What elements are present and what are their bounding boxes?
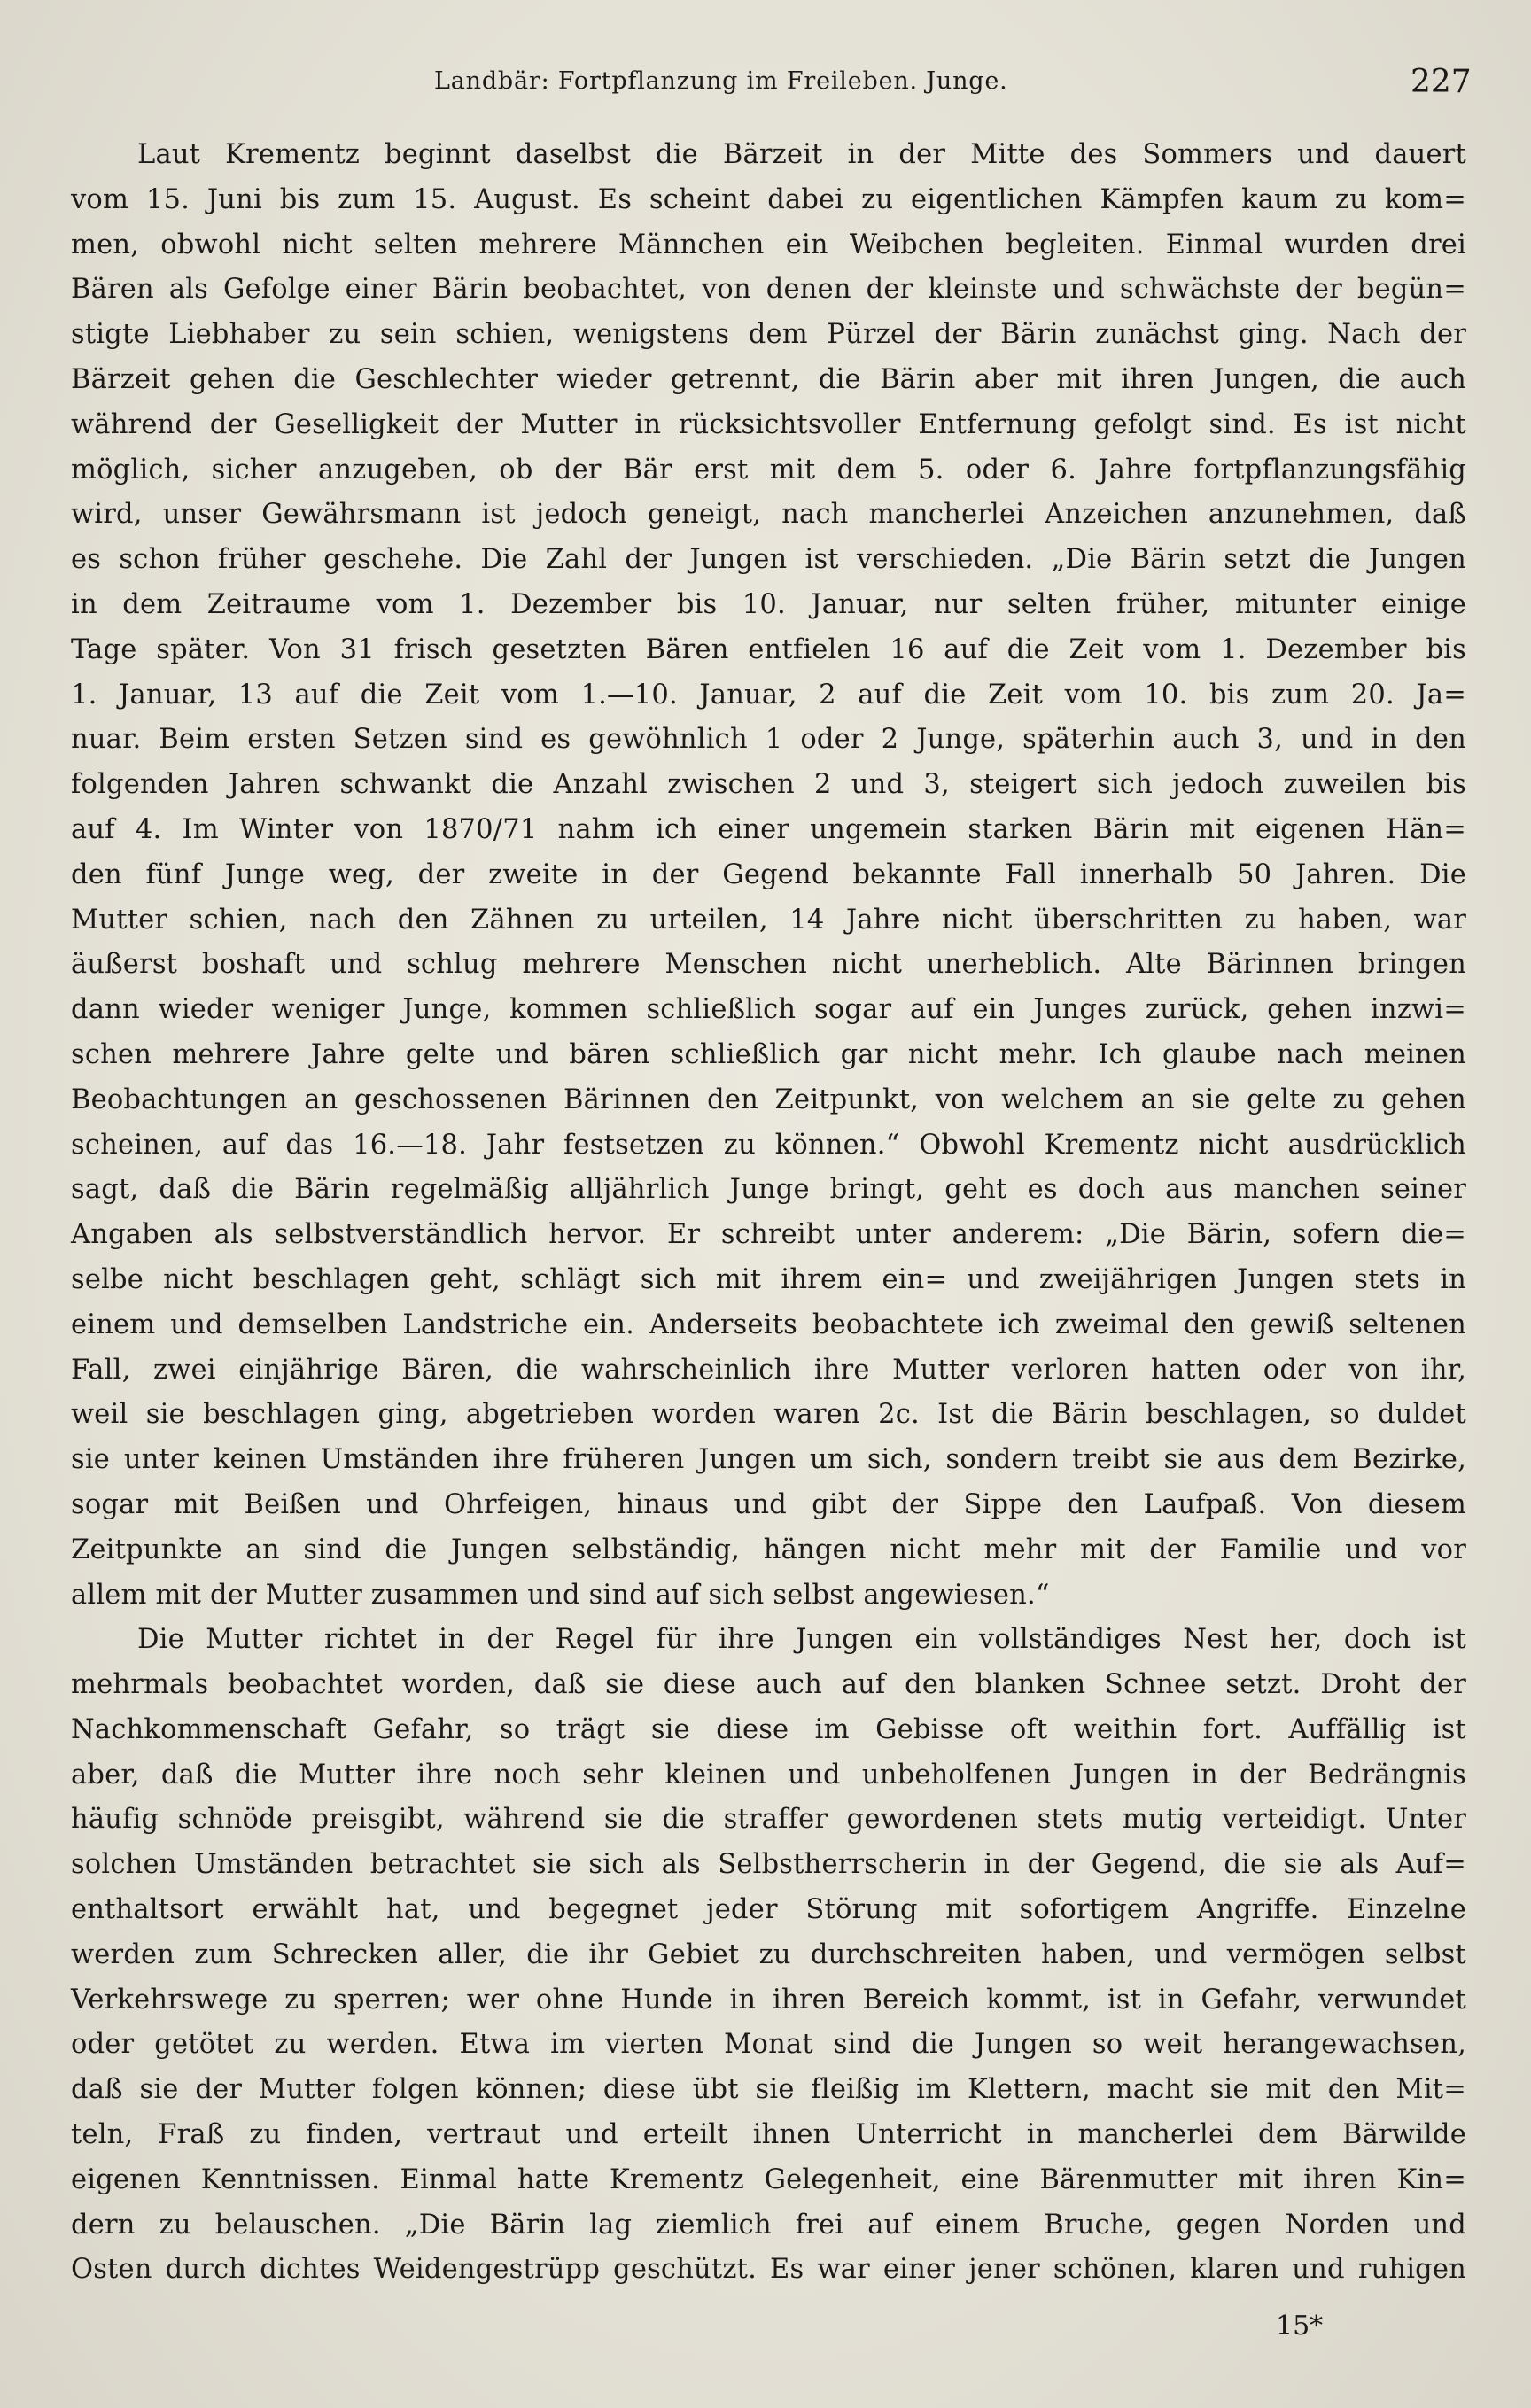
text-line: teln, Fraß zu finden, vertraut und erteilt ihnen Unterricht in mancherlei dem Bärwilde: [71, 2119, 1466, 2151]
text-line: den fünf Junge weg, der zweite in der Gegend bekannte Fall innerhalb 50 Jahren. Die: [71, 858, 1466, 890]
text-line: eigenen Kenntnissen. Einmal hatte Krementz Gelegenheit, eine Bärenmutter mit ihren Kin=: [71, 2163, 1466, 2195]
text-line: aber, daß die Mutter ihre noch sehr kleinen und unbeholfenen Jungen in der Bedrängnis: [71, 1759, 1466, 1790]
text-line: men, obwohl nicht selten mehrere Männchen ein Weibchen begleiten. Einmal wurden drei: [71, 229, 1466, 260]
text-line: sogar mit Beißen und Ohrfeigen, hinaus und gibt der Sippe den Laufpaß. Von diesem: [71, 1488, 1466, 1520]
text-line: dern zu belauschen. „Die Bärin lag ziemlich frei auf einem Bruche, gegen Norden und: [71, 2209, 1466, 2241]
text-line: Mutter schien, nach den Zähnen zu urteilen, 14 Jahre nicht überschritten zu haben, war: [71, 904, 1466, 936]
text-line: folgenden Jahren schwankt die Anzahl zwischen 2 und 3, steigert sich jedoch zuweilen bis: [71, 769, 1466, 801]
text-line: in dem Zeitraume vom 1. Dezember bis 10. Januar, nur selten früher, mitunter einige: [71, 588, 1466, 620]
text-line: Osten durch dichtes Weidengestrüpp geschützt. Es war einer jener schönen, klaren und ruhigen: [71, 2254, 1466, 2286]
text-line: sie unter keinen Umständen ihre früheren Jungen um sich, sondern treibt sie aus dem Bezirke,: [71, 1444, 1466, 1476]
text-line: 1. Januar, 13 auf die Zeit vom 1.—10. Januar, 2 auf die Zeit vom 10. bis zum 20. Ja=: [71, 679, 1466, 711]
text-line: vom 15. Juni bis zum 15. August. Es scheint dabei zu eigentlichen Kämpfen kaum zu kom=: [71, 183, 1466, 215]
text-line: werden zum Schrecken aller, die ihr Gebiet zu durchschreiten haben, und vermögen selbst: [71, 1938, 1466, 1970]
text-line: Nachkommenschaft Gefahr, so trägt sie diese im Gebisse oft weithin fort. Auffällig ist: [71, 1713, 1466, 1745]
text-line: Fall, zwei einjährige Bären, die wahrscheinlich ihre Mutter verloren hatten oder von ihr,: [71, 1354, 1466, 1386]
running-head: [0, 62, 1531, 115]
sheet-signature: 15*: [1276, 2311, 1324, 2342]
text-line: es schon früher geschehe. Die Zahl der Jungen ist verschieden. „Die Bärin setzt die Jungen: [71, 544, 1466, 576]
text-line: scheinen, auf das 16.—18. Jahr festsetzen zu können.“ Obwohl Krementz nicht ausdrücklich: [71, 1129, 1466, 1161]
text-line: Bären als Gefolge einer Bärin beobachtet, von denen der kleinste und schwächste der begün=: [71, 274, 1466, 306]
text-line: mehrmals beobachtet worden, daß sie diese auch auf den blanken Schnee setzt. Droht der: [71, 1669, 1466, 1701]
text-line: Tage später. Von 31 frisch gesetzten Bären entfielen 16 auf die Zeit vom 1. Dezember bis: [71, 633, 1466, 665]
text-line: oder getötet zu werden. Etwa im vierten Monat sind die Jungen so weit herangewachsen,: [71, 2029, 1466, 2061]
text-line: Die Mutter richtet in der Regel für ihre Jungen ein vollständiges Nest her, doch ist: [137, 1624, 1466, 1656]
text-line: nuar. Beim ersten Setzen sind es gewöhnlich 1 oder 2 Junge, späterhin auch 3, und in den: [71, 724, 1466, 756]
text-line: Beobachtungen an geschossenen Bärinnen den Zeitpunkt, von welchem an sie gelte zu gehen: [71, 1084, 1466, 1115]
text-line: solchen Umständen betrachtet sie sich als Selbstherrscherin in der Gegend, die sie als Auf=: [71, 1849, 1466, 1881]
text-line: Angaben als selbstverständlich hervor. Er schreibt unter anderem: „Die Bärin, sofern die=: [71, 1219, 1466, 1251]
page-number: 227: [1411, 64, 1472, 100]
text-line: allem mit der Mutter zusammen und sind auf sich selbst angewiesen.“: [71, 1579, 1050, 1611]
body-text: [71, 133, 1466, 2293]
text-line: sagt, daß die Bärin regelmäßig alljährlich Junge bringt, geht es doch aus manchen seiner: [71, 1174, 1466, 1206]
paragraph: [71, 133, 1466, 1618]
text-line: wird, unser Gewährsmann ist jedoch geneigt, nach mancherlei Anzeichen anzunehmen, daß: [71, 499, 1466, 531]
text-line: weil sie beschlagen ging, abgetrieben worden waren 2c. Ist die Bärin beschlagen, so duldet: [71, 1399, 1466, 1431]
paragraph: [71, 1618, 1466, 2293]
text-line: äußerst boshaft und schlug mehrere Menschen nicht unerheblich. Alte Bärinnen bringen: [71, 949, 1466, 981]
text-line: auf 4. Im Winter von 1870/71 nahm ich einer ungemein starken Bärin mit eigenen Hän=: [71, 813, 1466, 845]
text-line: schen mehrere Jahre gelte und bären schließlich gar nicht mehr. Ich glaube nach meinen: [71, 1038, 1466, 1070]
text-line: häufig schnöde preisgibt, während sie die straffer gewordenen stets mutig verteidigt. Unter: [71, 1804, 1466, 1836]
text-line: daß sie der Mutter folgen können; diese übt sie fleißig im Klettern, macht sie mit den Mit=: [71, 2074, 1466, 2106]
text-line: selbe nicht beschlagen geht, schlägt sich mit ihrem ein= und zweijährigen Jungen stets in: [71, 1263, 1466, 1295]
text-line: einem und demselben Landstriche ein. Anderseits beobachtete ich zweimal den gewiß seltenen: [71, 1309, 1466, 1340]
text-line: Bärzeit gehen die Geschlechter wieder getrennt, die Bärin aber mit ihren Jungen, die auch: [71, 363, 1466, 395]
text-line: Verkehrswege zu sperren; wer ohne Hunde in ihren Bereich kommt, ist in Gefahr, verwundet: [71, 1984, 1466, 2016]
text-line: Laut Krementz beginnt daselbst die Bärzeit in der Mitte des Sommers und dauert: [137, 139, 1466, 170]
text-line: während der Geselligkeit der Mutter in rücksichtsvoller Entfernung gefolgt sind. Es ist nicht: [71, 408, 1466, 440]
text-line: dann wieder weniger Junge, kommen schließlich sogar auf ein Junges zurück, gehen inzwi=: [71, 994, 1466, 1026]
text-line: Zeitpunkte an sind die Jungen selbständig, hängen nicht mehr mit der Familie und vor: [71, 1534, 1466, 1565]
text-line: stigte Liebhaber zu sein schien, wenigstens dem Pürzel der Bärin zunächst ging. Nach der: [71, 319, 1466, 351]
text-line: enthaltsort erwählt hat, und begegnet jeder Störung mit sofortigem Angriffe. Einzelne: [71, 1894, 1466, 1926]
text-line: möglich, sicher anzugeben, ob der Bär erst mit dem 5. oder 6. Jahre fortpflanzungsfähig: [71, 454, 1466, 485]
running-head-title: Landbär: Fortpflanzung im Freileben. Junge.: [434, 67, 1008, 95]
